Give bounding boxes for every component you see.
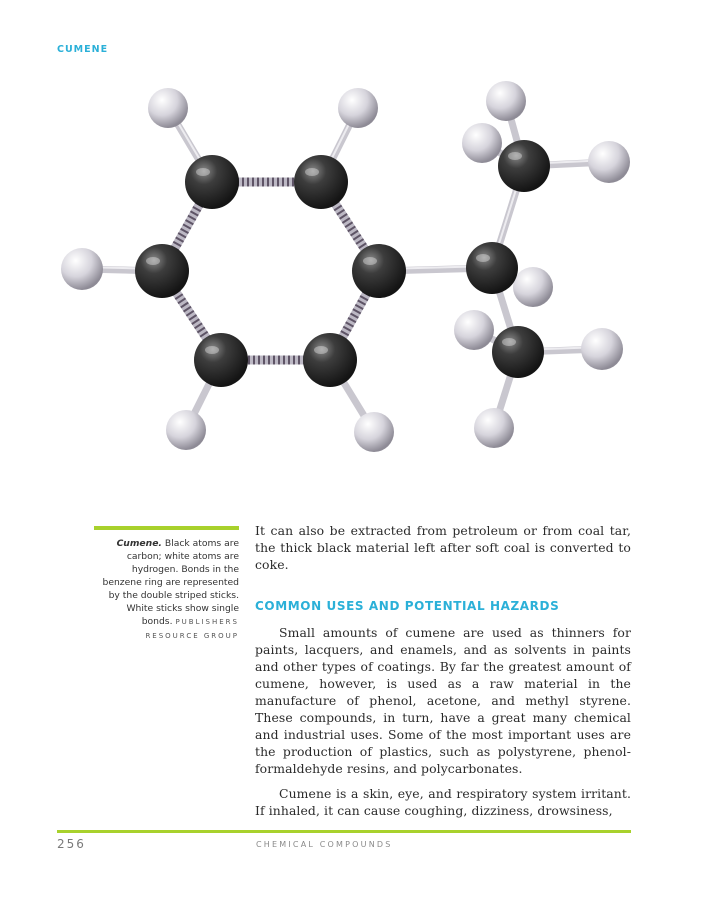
hydrogen-atom — [486, 81, 526, 121]
carbon-atom — [492, 326, 544, 378]
figure-caption — [96, 537, 239, 643]
hydrogen-atom — [513, 267, 553, 307]
ring-bonds — [162, 182, 379, 360]
footer-rule — [57, 830, 631, 833]
cumene-molecule-model — [0, 70, 705, 480]
running-head: CUMENE — [57, 44, 109, 55]
body-paragraph: Small amounts of cumene are used as thinners for paints, lacquers, and enamels, and as solvents in paints and other types of coatings. By far the greatest amount of cumene, however, is used as a raw material in the manufacture of phenol, acetone, and methyl styrene. These compounds, in turn, have a great many chemical and industrial uses. Some of the most important uses are the production of plastics, such as polystyrene, phenol-formaldehyde resins, and polycarbonates. — [255, 625, 631, 776]
hydrogen-atom — [166, 410, 206, 450]
carbon-atom — [135, 244, 189, 298]
hydrogen-atom — [454, 310, 494, 350]
hydrogen-atom — [148, 88, 188, 128]
hydrogen-atom — [588, 141, 630, 183]
footer-book-title: CHEMICAL COMPOUNDS — [256, 840, 393, 849]
caption-text: Black atoms are carbon; white atoms are hydrogen. Bonds in the benzene ring are represented by the double striped sticks. White sticks show single bonds. — [102, 538, 239, 627]
carbon-atom — [498, 140, 550, 192]
page-number: 256 — [57, 837, 86, 851]
section-heading: COMMON USES AND POTENTIAL HAZARDS — [255, 599, 560, 613]
carbon-atom — [352, 244, 406, 298]
body-paragraph: It can also be extracted from petroleum or from coal tar, the thick black material left after soft coal is converted to coke. — [255, 523, 631, 572]
carbon-atoms — [135, 140, 550, 387]
hydrogen-atom — [474, 408, 514, 448]
body-paragraph: Cumene is a skin, eye, and respiratory system irritant. If inhaled, it can cause coughing, dizziness, drowsiness, — [255, 786, 631, 818]
caption-rule — [94, 526, 239, 530]
hydrogen-atom — [462, 123, 502, 163]
hydrogen-atom — [338, 88, 378, 128]
caption-term: Cumene. — [116, 538, 162, 549]
carbon-atom — [185, 155, 239, 209]
photo-credit: PUBLISHERS RESOURCE GROUP — [145, 618, 239, 640]
carbon-atom — [466, 242, 518, 294]
carbon-atom — [303, 333, 357, 387]
carbon-atom — [294, 155, 348, 209]
hydrogen-atom — [581, 328, 623, 370]
hydrogen-atom — [61, 248, 103, 290]
carbon-atom — [194, 333, 248, 387]
hydrogen-atom — [354, 412, 394, 452]
